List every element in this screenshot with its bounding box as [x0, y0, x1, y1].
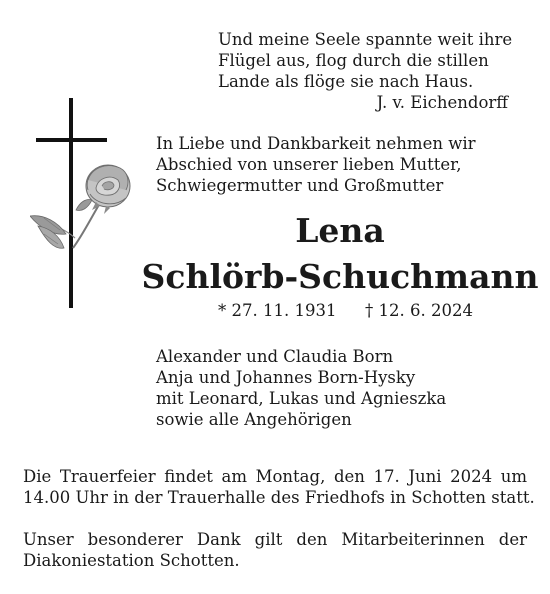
ceremony-line: Die Trauerfeier findet am Montag, den 17. Juni 2024 um — [23, 467, 527, 486]
family-line: sowie alle Angehörigen — [156, 410, 352, 429]
birth-date: * 27. 11. 1931 — [218, 301, 337, 320]
poem-line: Lande als flöge sie nach Haus. — [218, 72, 474, 91]
cross-horizontal-bar — [36, 138, 107, 142]
intro-line: In Liebe und Dankbarkeit nehmen wir — [156, 134, 476, 153]
family-line: Alexander und Claudia Born — [156, 347, 394, 366]
funeral-ceremony-notice — [23, 466, 535, 508]
deceased-first-name: Lena — [295, 211, 385, 250]
family-list — [156, 346, 446, 430]
poem-quote — [218, 29, 518, 113]
thanks-notice — [23, 529, 527, 571]
poem-line: Flügel aus, flog durch die stillen — [218, 51, 489, 70]
deceased-last-name: Schlörb-Schuchmann — [141, 257, 539, 296]
rose-icon — [30, 165, 130, 248]
family-line: Anja und Johannes Born-Hysky — [156, 368, 416, 387]
poem-line: Und meine Seele spannte weit ihre — [218, 30, 513, 49]
poem-author: J. v. Eichendorff — [376, 93, 508, 112]
ceremony-line: 14.00 Uhr in der Trauerhalle des Friedhofs in Schotten statt. — [23, 488, 535, 507]
intro-line: Schwiegermutter und Großmutter — [156, 176, 444, 195]
thanks-line: Diakoniestation Schotten. — [23, 551, 240, 570]
thanks-line: Unser besonderer Dank gilt den Mitarbeiterinnen der — [23, 530, 527, 549]
family-line: mit Leonard, Lukas und Agnieszka — [156, 389, 447, 408]
intro-line: Abschied von unserer lieben Mutter, — [156, 155, 462, 174]
death-date: † 12. 6. 2024 — [365, 301, 473, 320]
cross-vertical-bar — [69, 98, 73, 308]
intro-text — [156, 133, 476, 196]
